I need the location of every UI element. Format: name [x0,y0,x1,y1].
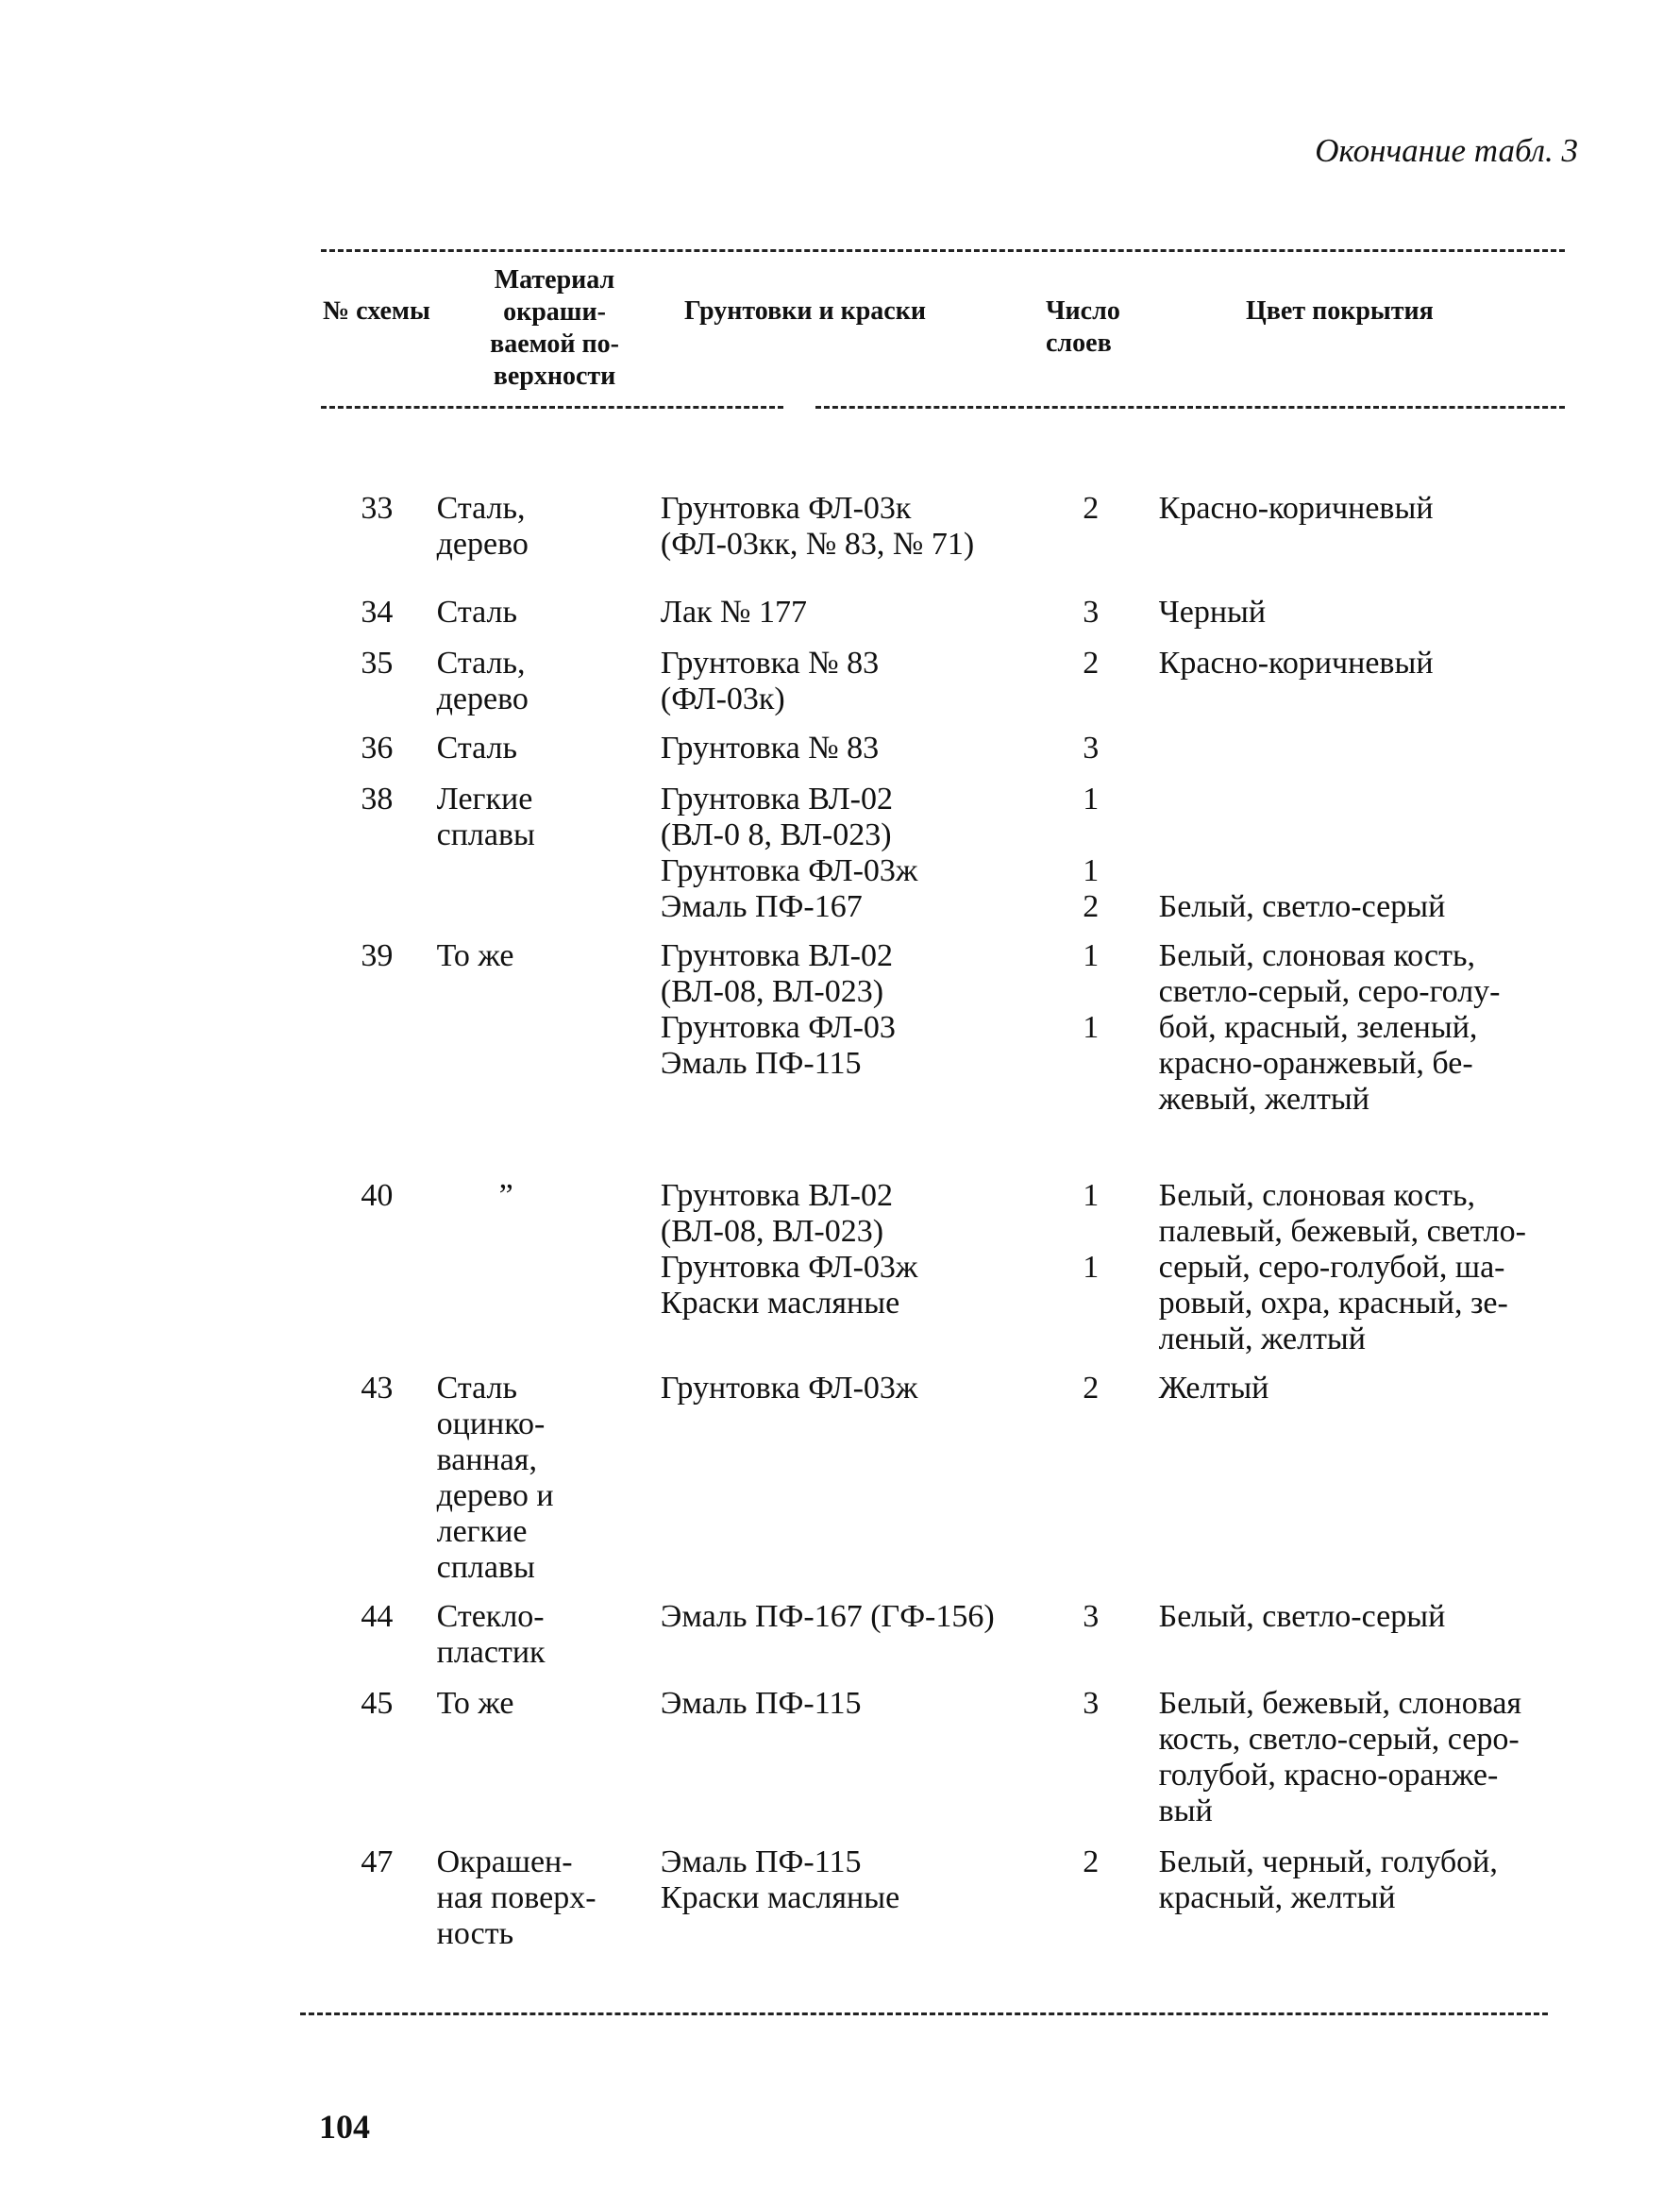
row-material [433,1686,661,1844]
primer-line: Грунтовка ВЛ-02 [660,782,893,817]
layers-line: 1 [1083,1010,1100,1045]
material-line: Легкие [436,782,533,817]
primer-line: Лак № 177 [660,595,807,630]
row-color [1159,782,1567,938]
table-row [321,1371,1567,1599]
color-line: Белый, слоновая кость, [1158,1178,1475,1213]
layers-line: 2 [1083,1371,1100,1406]
header-layers [1046,295,1120,360]
primer-line: Грунтовка ФЛ-03ж [660,853,918,888]
layers-line: 1 [1083,1178,1100,1213]
table-row [321,731,1567,782]
row-layers [1083,1686,1158,1844]
coatings-table [321,491,1567,1958]
header-primers: Грунтовки и краски [684,296,926,326]
row-color [1159,1844,1567,1958]
color-line: палевый, бежевый, светло- [1158,1214,1526,1249]
row-primers [661,1686,1083,1844]
primer-line: Эмаль ПФ-115 [660,1686,862,1721]
primer-line: Грунтовка № 83 [660,731,880,766]
color-line: Желтый [1158,1371,1269,1406]
row-layers [1083,1844,1158,1958]
primer-line: (ВЛ-08, ВЛ-023) [660,974,884,1009]
row-primers [661,782,1083,938]
header-bottom-rule-left [321,406,783,409]
row-material [433,782,661,938]
color-line: красный, желтый [1158,1880,1396,1915]
row-color [1159,938,1567,1178]
material-line: Сталь [436,1371,517,1406]
layers-line: 3 [1083,1599,1100,1634]
color-line [1159,817,1567,853]
row-layers [1083,782,1158,938]
row-layers [1083,1178,1158,1371]
primer-line: Эмаль ПФ-167 (ГФ-156) [660,1599,995,1634]
row-number: 33 [361,491,394,526]
row-number: 43 [361,1371,394,1406]
material-line: дерево [436,527,529,562]
material-line: легкие [436,1514,528,1549]
color-line [1159,853,1567,889]
header-material-line: Материал [494,265,615,295]
header-material-line: верхности [493,362,616,391]
row-color [1159,491,1567,595]
primer-line: Краски масляные [660,1286,900,1321]
layers-line [1083,974,1158,1010]
header-scheme-no: № схемы [323,296,430,326]
material-line: пластик [436,1635,546,1670]
primer-line: Эмаль ПФ-115 [660,1046,862,1081]
row-layers [1083,731,1158,782]
row-material [433,1178,661,1371]
row-material [433,1371,661,1599]
primer-line: (ВЛ-08, ВЛ-023) [660,1214,884,1249]
layers-line: 3 [1083,595,1100,630]
row-primers [661,646,1083,731]
row-primers [661,1844,1083,1958]
row-number: 45 [361,1686,394,1721]
color-line: Белый, светло-серый [1158,1599,1446,1634]
header-bottom-rule-right [815,406,1565,409]
header-material-line: окраши- [503,297,606,327]
color-line: красно-оранжевый, бе- [1158,1046,1473,1081]
material-line: оцинко- [436,1406,546,1441]
row-primers [661,595,1083,646]
table-row [321,1844,1567,1958]
row-material [433,595,661,646]
page-number: 104 [319,2108,370,2146]
row-layers [1083,1371,1158,1599]
row-color [1159,595,1567,646]
material-line: Сталь [436,595,517,630]
row-number: 35 [361,646,394,681]
material-line: Стекло- [436,1599,545,1634]
material-line: Сталь [436,731,517,766]
color-line: Белый, черный, голубой, [1158,1844,1498,1879]
layers-line: 1 [1083,853,1100,888]
layers-line: 2 [1083,646,1100,681]
row-color [1159,1178,1567,1371]
color-line: кость, светло-серый, серо- [1158,1722,1520,1757]
primer-line: (ФЛ-03к) [660,682,785,716]
row-layers [1083,595,1158,646]
primer-line: Эмаль ПФ-115 [660,1844,862,1879]
row-material [433,1844,661,1958]
primer-line: Грунтовка ФЛ-03ж [660,1250,918,1285]
layers-line: 1 [1083,782,1100,817]
material-line: ность [436,1916,514,1951]
material-line: сплавы [436,1550,535,1585]
color-line: ровый, охра, красный, зе- [1158,1286,1508,1321]
layers-line: 3 [1083,731,1100,766]
table-bottom-rule [300,2012,1548,2015]
primer-line: Грунтовка ФЛ-03 [660,1010,896,1045]
row-color [1159,1599,1567,1686]
color-line: светло-серый, серо-голу- [1158,974,1501,1009]
table-row [321,595,1567,646]
row-number: 39 [361,938,394,973]
row-color [1159,646,1567,731]
row-number: 47 [361,1844,394,1879]
header-top-rule [321,249,1565,252]
color-line [1159,782,1567,817]
color-line: Черный [1158,595,1267,630]
row-material [433,646,661,731]
table-row [321,1178,1567,1371]
material-line: дерево и [436,1478,554,1513]
row-number: 36 [361,731,394,766]
layers-line: 2 [1083,491,1100,526]
header-layers-line: слоев [1046,328,1112,358]
layers-line: 3 [1083,1686,1100,1721]
primer-line: Грунтовка ФЛ-03к [660,491,912,526]
header-material-line: ваемой по- [490,329,619,359]
material-line: Окрашен- [436,1844,573,1879]
table-row [321,646,1567,731]
row-layers [1083,1599,1158,1686]
row-number: 38 [361,782,394,817]
row-material [433,938,661,1178]
primer-line: (ВЛ-0 8, ВЛ-023) [660,817,892,852]
color-line: бой, красный, зеленый, [1158,1010,1478,1045]
table-caption: Окончание табл. 3 [1315,132,1578,169]
table-row [321,1599,1567,1686]
material-line: дерево [436,682,529,716]
color-line: Красно-коричневый [1158,491,1434,526]
table-row [321,782,1567,938]
layers-line: 2 [1083,1844,1100,1879]
row-material [433,731,661,782]
material-line: То же [436,938,514,973]
color-line: голубой, красно-оранже- [1158,1758,1499,1793]
color-line: Красно-коричневый [1158,646,1434,681]
layers-line [1083,1214,1158,1250]
row-number: 40 [361,1178,394,1213]
row-material [433,491,661,595]
row-primers [661,938,1083,1178]
row-number: 44 [361,1599,394,1634]
primer-line: Краски масляные [660,1880,900,1915]
layers-line: 1 [1083,938,1100,973]
color-line: леный, желтый [1158,1322,1366,1356]
row-color [1159,1686,1567,1844]
primer-line: Грунтовка ВЛ-02 [660,1178,893,1213]
layers-line [1083,817,1158,853]
table-row [321,938,1567,1178]
material-line: То же [436,1686,514,1721]
layers-line: 1 [1083,1250,1100,1285]
color-line: Белый, светло-серый [1158,889,1446,924]
header-color: Цвет покрытия [1246,296,1434,326]
row-layers [1083,646,1158,731]
row-primers [661,1178,1083,1371]
material-line: Сталь, [436,491,526,526]
table-row [321,1686,1567,1844]
material-line: ванная, [436,1442,537,1477]
color-line: Белый, слоновая кость, [1158,938,1475,973]
row-primers [661,1599,1083,1686]
primer-line: Грунтовка № 83 [660,646,880,681]
row-layers [1083,938,1158,1178]
row-material [433,1599,661,1686]
primer-line: Грунтовка ВЛ-02 [660,938,893,973]
layers-line: 2 [1083,889,1100,924]
material-line: Сталь, [436,646,526,681]
row-number: 34 [361,595,394,630]
material-line: сплавы [436,817,535,852]
row-color [1159,1371,1567,1599]
row-layers [1083,491,1158,595]
header-layers-line: Число [1046,296,1120,326]
row-primers [661,731,1083,782]
table-row [321,491,1567,595]
header-material [472,264,637,393]
primer-line: Грунтовка ФЛ-03ж [660,1371,918,1406]
primer-line: Эмаль ПФ-167 [660,889,863,924]
row-color [1159,731,1567,782]
color-line: Белый, бежевый, слоновая [1158,1686,1522,1721]
color-line: серый, серо-голубой, ша- [1158,1250,1505,1285]
row-primers [661,491,1083,595]
color-line: вый [1158,1793,1213,1828]
color-line: жевый, желтый [1158,1082,1369,1117]
material-line: ная поверх- [436,1880,596,1915]
primer-line: (ФЛ-03кк, № 83, № 71) [660,527,975,562]
row-primers [661,1371,1083,1599]
ditto-mark: ” [498,1178,513,1213]
